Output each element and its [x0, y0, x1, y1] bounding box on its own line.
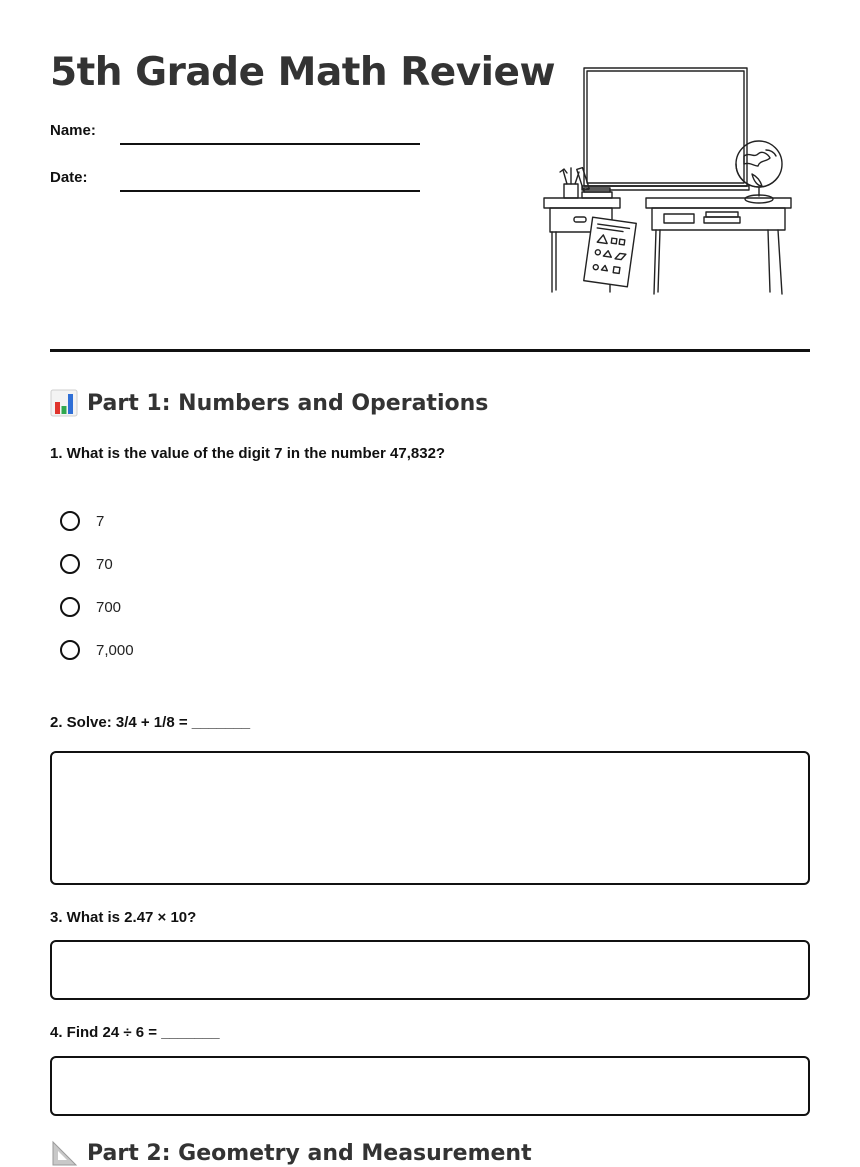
radio-button[interactable] — [60, 554, 80, 574]
section-title-part1 — [50, 389, 488, 417]
answer-box-q2[interactable] — [50, 751, 810, 885]
question-2: 2. Solve: 3/4 + 1/8 = _______ — [50, 714, 251, 731]
question-1: 1. What is the value of the digit 7 in the number 47,832? — [50, 445, 446, 462]
section-title-part2 — [50, 1139, 532, 1167]
section-title-text: Part 1: Numbers and Operations — [87, 390, 489, 416]
date-label: Date: — [50, 169, 88, 186]
header-divider — [50, 349, 810, 352]
worksheet-title: 5th Grade Math Review — [50, 50, 555, 95]
question-3: 3. What is 2.47 × 10? — [50, 909, 197, 926]
q1-option-a[interactable] — [60, 511, 104, 531]
triangle-ruler-icon — [50, 1139, 78, 1167]
option-label: 7,000 — [96, 641, 134, 659]
answer-box-q3[interactable] — [50, 940, 810, 1000]
name-field[interactable] — [120, 143, 420, 145]
radio-button[interactable] — [60, 597, 80, 617]
option-label: 700 — [96, 598, 122, 616]
q1-option-b[interactable] — [60, 554, 113, 574]
option-label: 70 — [96, 555, 113, 573]
classroom-illustration — [540, 62, 796, 302]
q1-option-c[interactable] — [60, 597, 121, 617]
radio-button[interactable] — [60, 511, 80, 531]
section-title-text: Part 2: Geometry and Measurement — [87, 1140, 532, 1166]
question-4: 4. Find 24 ÷ 6 = _______ — [50, 1024, 220, 1041]
q1-option-d[interactable] — [60, 640, 134, 660]
bar-chart-icon — [50, 389, 78, 417]
answer-box-q4[interactable] — [50, 1056, 810, 1116]
option-label: 7 — [96, 512, 105, 530]
date-field[interactable] — [120, 190, 420, 192]
name-label: Name: — [50, 122, 96, 139]
radio-button[interactable] — [60, 640, 80, 660]
